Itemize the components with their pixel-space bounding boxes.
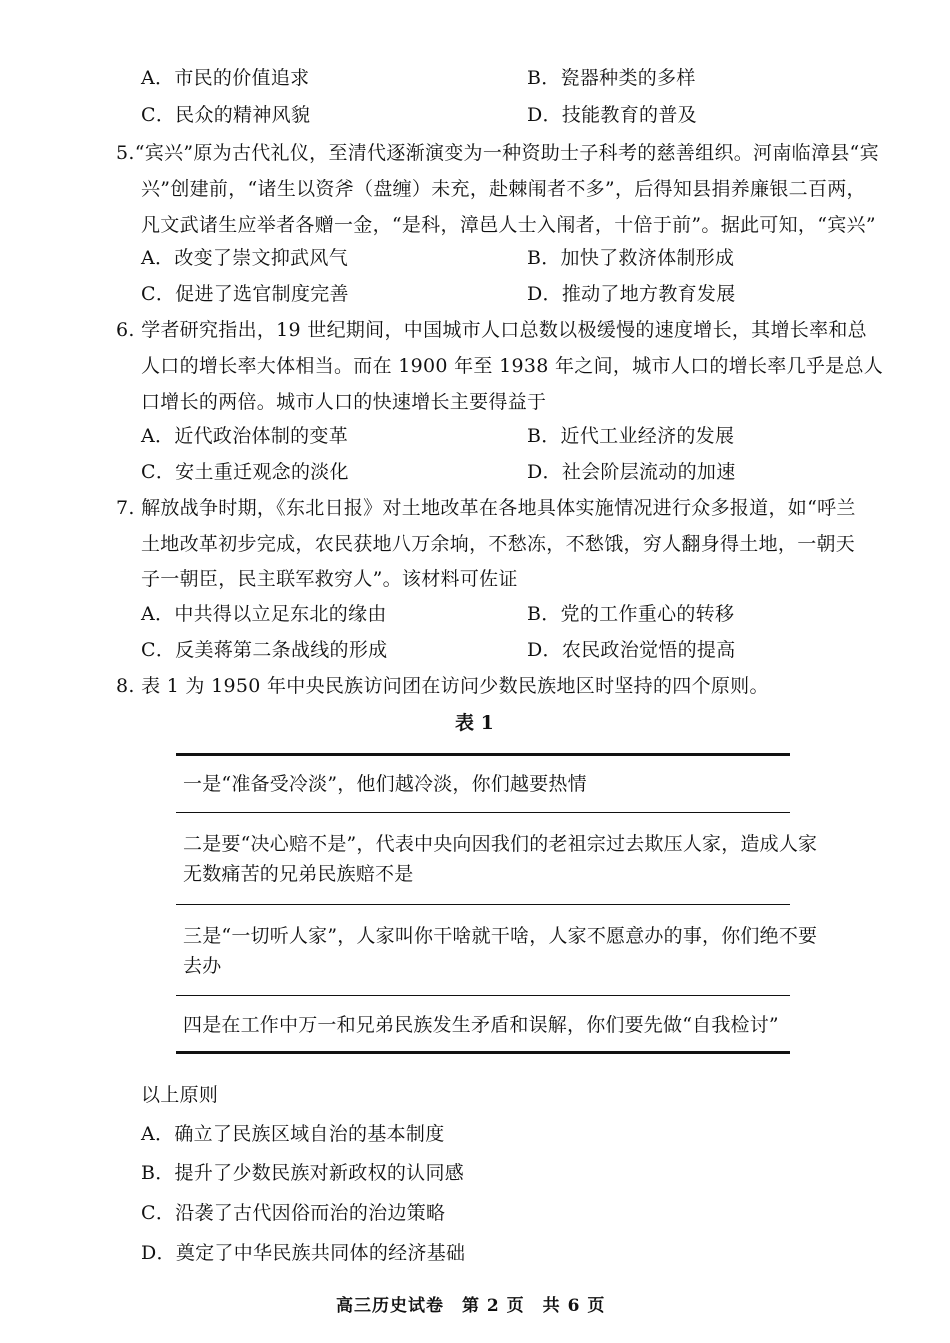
table-row-1-line-1: 一是“准备受冷淡”，他们越冷淡，你们越要热情 (183, 773, 587, 795)
table-row-divider (176, 812, 790, 813)
table-row-divider (176, 995, 790, 996)
q7-option-d: D．农民政治觉悟的提高 (527, 639, 736, 661)
q8-option-b: B．提升了少数民族对新政权的认同感 (141, 1162, 465, 1184)
q8-option-c: C．沿袭了古代因俗而治的治边策略 (141, 1202, 446, 1224)
q6-stem-line-2: 人口的增长率大体相当。而在 1900 年至 1938 年之间，城市人口的增长率几乎是总人 (141, 355, 884, 377)
q5-option-b: B．加快了救济体制形成 (527, 247, 735, 269)
table-row-2 (183, 829, 818, 889)
table-row-2-line-1: 二是要“决心赔不是”，代表中央向因我们的老祖宗过去欺压人家，造成人家 (183, 833, 818, 855)
q6-option-c: C．安土重迁观念的淡化 (141, 461, 349, 483)
table-row-1 (183, 769, 783, 799)
q5-option-d: D．推动了地方教育发展 (527, 283, 736, 305)
table-row-divider (176, 904, 790, 905)
q5-stem-line-1: 5.“宾兴”原为古代礼仪，至清代逐渐演变为一种资助士子科考的慈善组织。河南临漳县“宾 (116, 142, 879, 164)
q7-option-a: A．中共得以立足东北的缘由 (141, 603, 387, 625)
q8-stem-end: 以上原则 (141, 1084, 219, 1106)
q4-option-d: D．技能教育的普及 (527, 104, 697, 126)
q6-stem-line-1: 6. 学者研究指出，19 世纪期间，中国城市人口总数以极缓慢的速度增长，其增长率和总 (116, 319, 867, 341)
q5-stem-line-3: 凡文武诸生应举者各赠一金，“是科，漳邑人士入闱者，十倍于前”。据此可知，“宾兴” (141, 214, 876, 236)
q6-stem-line-3: 口增长的两倍。城市人口的快速增长主要得益于 (141, 391, 547, 413)
table-row-4-line-1: 四是在工作中万一和兄弟民族发生矛盾和误解，你们要先做“自我检讨” (183, 1014, 779, 1036)
q7-option-c: C．反美蒋第二条战线的形成 (141, 639, 388, 661)
q4-option-c: C．民众的精神风貌 (141, 104, 311, 126)
q8-option-a: A．确立了民族区域自治的基本制度 (141, 1123, 445, 1145)
q5-option-c: C．促进了选官制度完善 (141, 283, 349, 305)
q5-option-a: A．改变了崇文抑武风气 (141, 247, 349, 269)
q6-option-a: A．近代政治体制的变革 (141, 425, 349, 447)
q8-stem: 8. 表 1 为 1950 年中央民族访问团在访问少数民族地区时坚持的四个原则。 (116, 675, 769, 697)
table-caption: 表 1 (455, 712, 494, 734)
q7-stem-line-1: 7. 解放战争时期，《东北日报》对土地改革在各地具体实施情况进行众多报道，如“呼兰 (116, 497, 856, 519)
page-footer: 高三历史试卷 第 2 页 共 6 页 (336, 1296, 606, 1316)
q5-stem-line-2: 兴”创建前，“诸生以资斧（盘缠）未充，赴棘闱者不多”，后得知县捐养廉银二百两， (141, 178, 866, 200)
q8-option-d: D．奠定了中华民族共同体的经济基础 (141, 1242, 466, 1264)
table-row-3 (183, 921, 818, 981)
q4-option-a: A．市民的价值追求 (141, 67, 310, 89)
table-row-3-line-2: 去办 (183, 955, 222, 977)
q6-option-d: D．社会阶层流动的加速 (527, 461, 736, 483)
q4-option-b: B．瓷器种类的多样 (527, 67, 696, 89)
table-row-4 (183, 1010, 783, 1040)
q7-option-b: B．党的工作重心的转移 (527, 603, 735, 625)
table-row-3-line-1: 三是“一切听人家”，人家叫你干啥就干啥，人家不愿意办的事，你们绝不要 (183, 925, 818, 947)
q7-stem-line-3: 子一朝臣，民主联军救穷人”。该材料可佐证 (141, 568, 518, 590)
table-bottom-rule (176, 1051, 790, 1054)
table-top-rule (176, 753, 790, 756)
q6-option-b: B．近代工业经济的发展 (527, 425, 735, 447)
q7-stem-line-2: 土地改革初步完成，农民获地八万余垧，不愁冻，不愁饿，穷人翻身得土地，一朝天 (141, 533, 856, 555)
table-row-2-line-2: 无数痛苦的兄弟民族赔不是 (183, 863, 414, 885)
